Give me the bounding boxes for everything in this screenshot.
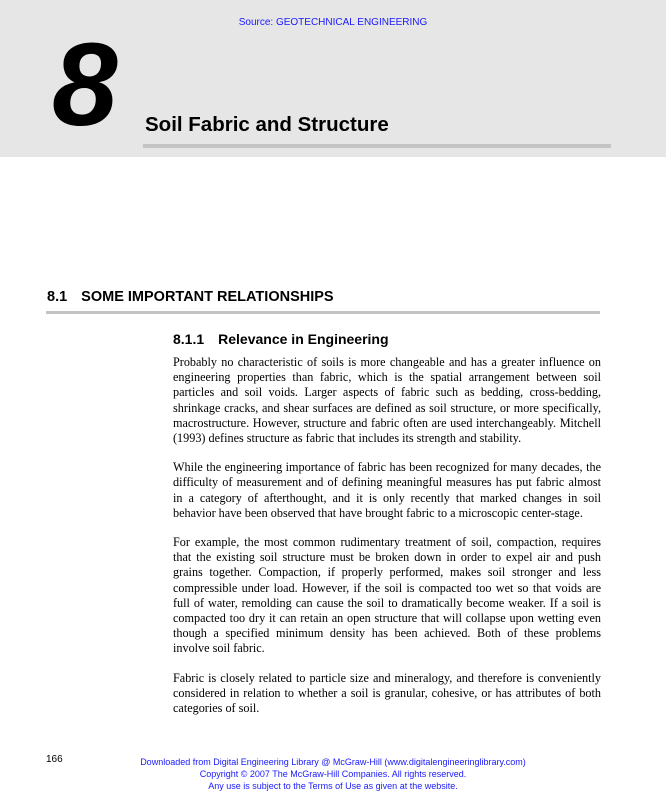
subsection-number: 8.1.1 — [173, 331, 205, 347]
paragraph: For example, the most common rudimentary treatment of soil, compaction, requires that the existing soil structure must be broken down in order to expel air and push grains together. Compaction, if properly performed, makes soil stronger and less compressible under load. However, if the soil is compacted too wet so that voids are full of water, remolding can cause the soil to dramatically become weaker. If a soil is compacted too dry it can retain an open structure that will collapse upon wetting even though a specified minimum density has been achieved. Both of these problems involve soil fabric. — [173, 535, 601, 656]
footer-download-link[interactable]: Downloaded from Digital Engineering Library @ McGraw-Hill (www.digitalengineeringlibrary.com) — [140, 757, 526, 767]
subsection-title: Relevance in Engineering — [218, 331, 389, 347]
paragraph: Fabric is closely related to particle size and mineralogy, and therefore is conveniently considered in relation to whether a soil is granular, cohesive, or has attributes of both categories of soil. — [173, 670, 601, 716]
section-number: 8.1 — [47, 289, 68, 305]
section-heading — [47, 289, 334, 305]
chapter-number: 8 — [52, 19, 114, 151]
section-rule — [46, 311, 600, 314]
footer-copyright: Copyright © 2007 The McGraw-Hill Companies. All rights reserved. — [199, 769, 467, 779]
page-number: 166 — [46, 754, 63, 765]
footer — [0, 756, 666, 792]
body-text — [173, 355, 601, 730]
paragraph: While the engineering importance of fabric has been recognized for many decades, the difficulty of measurement and of defining meaningful measures has put fabric almost in a category of afterthought, and it is only recently that marked changes in soil behavior have been observed that have brought fabric to a microscopic center-stage. — [173, 460, 601, 520]
chapter-title: Soil Fabric and Structure — [145, 113, 389, 136]
section-title: SOME IMPORTANT RELATIONSHIPS — [81, 289, 334, 305]
source-line: Source: GEOTECHNICAL ENGINEERING — [238, 17, 428, 28]
paragraph: Probably no characteristic of soils is more changeable and has a greater influence on engineering properties than fabric, which is the spatial arrangement between soil particles and soil voids. Larger aspects of fabric such as bedding, cross-bedding, shrinkage cracks, and shear surfaces are defined as soil structure, or more specifically, macrostructure. However, structure and fabric often are used interchangeably. Mitchell (1993) defines structure as fabric that includes its strength and stability. — [173, 355, 601, 446]
footer-terms: Any use is subject to the Terms of Use as given at the website. — [208, 781, 458, 791]
subsection-heading — [173, 331, 389, 347]
chapter-title-rule — [143, 144, 611, 148]
